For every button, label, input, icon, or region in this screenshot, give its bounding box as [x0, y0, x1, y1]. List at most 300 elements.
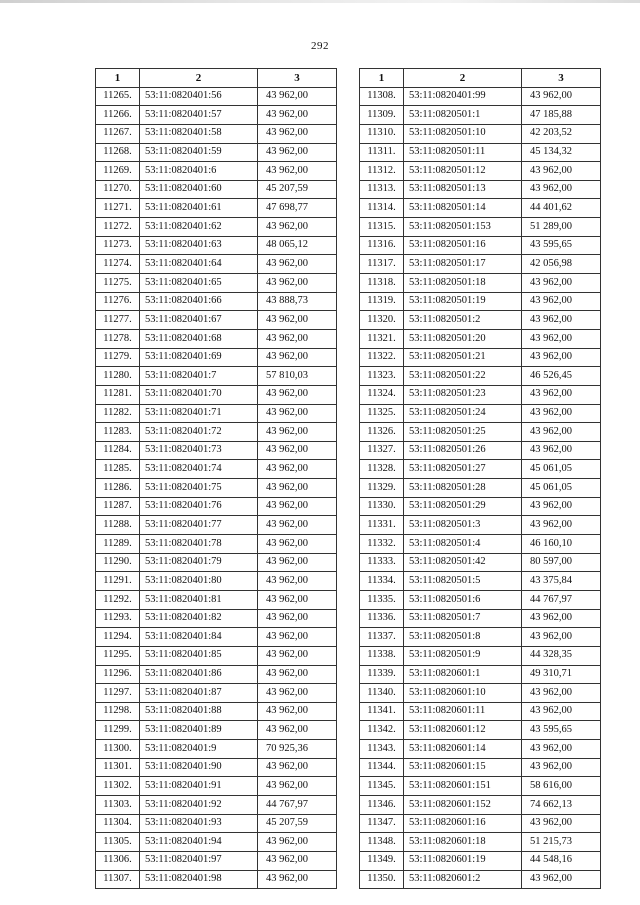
cadastral-number: 53:11:0820501:11: [404, 143, 522, 162]
cadastral-number: 53:11:0820401:66: [140, 292, 258, 311]
row-number: 11288.: [96, 516, 140, 535]
row-number: 11271.: [96, 199, 140, 218]
row-number: 11293.: [96, 609, 140, 628]
cadastral-number: 53:11:0820401:75: [140, 479, 258, 498]
cadastral-value: 49 310,71: [522, 665, 601, 684]
table-row: [96, 143, 337, 162]
row-number: 11329.: [360, 479, 404, 498]
cadastral-value: 43 962,00: [258, 87, 337, 106]
cadastral-number: 53:11:0820501:27: [404, 460, 522, 479]
table-row: [360, 795, 601, 814]
table-row: [360, 870, 601, 889]
table-row: [96, 348, 337, 367]
cadastral-number: 53:11:0820401:62: [140, 218, 258, 237]
cadastral-number: 53:11:0820401:80: [140, 572, 258, 591]
table-row: [96, 590, 337, 609]
cadastral-value: 43 962,00: [522, 870, 601, 889]
table-row: [96, 199, 337, 218]
row-number: 11277.: [96, 311, 140, 330]
row-number: 11280.: [96, 367, 140, 386]
row-number: 11269.: [96, 162, 140, 181]
table-row: [360, 367, 601, 386]
cadastral-value: 43 962,00: [522, 516, 601, 535]
row-number: 11307.: [96, 870, 140, 889]
cadastral-number: 53:11:0820401:79: [140, 553, 258, 572]
row-number: 11273.: [96, 236, 140, 255]
cadastral-number: 53:11:0820501:42: [404, 553, 522, 572]
cadastral-value: 43 962,00: [258, 329, 337, 348]
row-number: 11325.: [360, 404, 404, 423]
row-number: 11319.: [360, 292, 404, 311]
row-number: 11298.: [96, 702, 140, 721]
table-row: [360, 553, 601, 572]
cadastral-number: 53:11:0820401:64: [140, 255, 258, 274]
cadastral-value: 43 962,00: [522, 329, 601, 348]
cadastral-number: 53:11:0820401:99: [404, 87, 522, 106]
cadastral-number: 53:11:0820401:63: [140, 236, 258, 255]
table-row: [96, 851, 337, 870]
cadastral-value: 51 215,73: [522, 833, 601, 852]
cadastral-number: 53:11:0820401:71: [140, 404, 258, 423]
table-row: [96, 572, 337, 591]
table-row: [360, 404, 601, 423]
cadastral-number: 53:11:0820401:91: [140, 777, 258, 796]
cadastral-value: 46 160,10: [522, 535, 601, 554]
row-number: 11279.: [96, 348, 140, 367]
row-number: 11315.: [360, 218, 404, 237]
cadastral-number: 53:11:0820601:14: [404, 740, 522, 759]
cadastral-number: 53:11:0820501:1: [404, 106, 522, 125]
row-number: 11272.: [96, 218, 140, 237]
table-row: [360, 124, 601, 143]
row-number: 11335.: [360, 590, 404, 609]
cadastral-value: 47 698,77: [258, 199, 337, 218]
table-row: [96, 758, 337, 777]
table-row: [360, 590, 601, 609]
row-number: 11283.: [96, 423, 140, 442]
cadastral-number: 53:11:0820401:57: [140, 106, 258, 125]
cadastral-number: 53:11:0820501:19: [404, 292, 522, 311]
cadastral-value: 43 962,00: [258, 460, 337, 479]
table-row: [96, 833, 337, 852]
cadastral-number: 53:11:0820401:77: [140, 516, 258, 535]
column-header-cadastral-number: 2: [140, 69, 258, 88]
table-row: [96, 702, 337, 721]
row-number: 11287.: [96, 497, 140, 516]
cadastral-number: 53:11:0820401:90: [140, 758, 258, 777]
table-row: [96, 385, 337, 404]
cadastral-value: 43 962,00: [258, 311, 337, 330]
table-row: [360, 274, 601, 293]
cadastral-value: 46 526,45: [522, 367, 601, 386]
table-header-row: [96, 69, 337, 88]
cadastral-value: 42 203,52: [522, 124, 601, 143]
cadastral-number: 53:11:0820401:88: [140, 702, 258, 721]
row-number: 11292.: [96, 590, 140, 609]
row-number: 11342.: [360, 721, 404, 740]
cadastral-value: 43 962,00: [258, 497, 337, 516]
cadastral-number: 53:11:0820501:24: [404, 404, 522, 423]
table-row: [96, 460, 337, 479]
cadastral-value: 43 962,00: [522, 628, 601, 647]
table-row: [360, 777, 601, 796]
table-row: [96, 870, 337, 889]
table-row: [96, 646, 337, 665]
cadastral-number: 53:11:0820401:87: [140, 684, 258, 703]
row-number: 11289.: [96, 535, 140, 554]
cadastral-number: 53:11:0820601:2: [404, 870, 522, 889]
cadastral-value: 43 962,00: [258, 777, 337, 796]
row-number: 11285.: [96, 460, 140, 479]
cadastral-number: 53:11:0820601:10: [404, 684, 522, 703]
row-number: 11313.: [360, 180, 404, 199]
cadastral-value: 43 962,00: [258, 441, 337, 460]
row-number: 11349.: [360, 851, 404, 870]
table-row: [96, 516, 337, 535]
table-row: [360, 628, 601, 647]
table-row: [96, 609, 337, 628]
table-row: [360, 441, 601, 460]
cadastral-value: 43 962,00: [522, 441, 601, 460]
table-row: [360, 814, 601, 833]
cadastral-value: 43 962,00: [258, 572, 337, 591]
row-number: 11337.: [360, 628, 404, 647]
cadastral-value: 43 962,00: [258, 385, 337, 404]
cadastral-number: 53:11:0820401:61: [140, 199, 258, 218]
cadastral-value: 43 962,00: [522, 497, 601, 516]
cadastral-value: 43 962,00: [522, 758, 601, 777]
cadastral-value: 57 810,03: [258, 367, 337, 386]
table-row: [96, 236, 337, 255]
table-row: [360, 684, 601, 703]
table-row: [360, 702, 601, 721]
cadastral-value: 42 056,98: [522, 255, 601, 274]
table-row: [96, 479, 337, 498]
cadastral-number: 53:11:0820401:89: [140, 721, 258, 740]
cadastral-number: 53:11:0820401:69: [140, 348, 258, 367]
cadastral-value: 45 061,05: [522, 460, 601, 479]
cadastral-value: 74 662,13: [522, 795, 601, 814]
cadastral-number: 53:11:0820401:94: [140, 833, 258, 852]
cadastral-value: 43 962,00: [258, 721, 337, 740]
cadastral-value: 43 962,00: [258, 143, 337, 162]
row-number: 11275.: [96, 274, 140, 293]
cadastral-number: 53:11:0820601:152: [404, 795, 522, 814]
cadastral-number: 53:11:0820501:25: [404, 423, 522, 442]
cadastral-value: 43 962,00: [522, 814, 601, 833]
table-row: [360, 851, 601, 870]
cadastral-value: 47 185,88: [522, 106, 601, 125]
cadastral-number: 53:11:0820501:3: [404, 516, 522, 535]
table-row: [96, 106, 337, 125]
cadastral-table-left: [95, 68, 337, 889]
row-number: 11303.: [96, 795, 140, 814]
cadastral-number: 53:11:0820501:21: [404, 348, 522, 367]
table-row: [96, 814, 337, 833]
cadastral-value: 43 962,00: [522, 684, 601, 703]
row-number: 11274.: [96, 255, 140, 274]
cadastral-value: 43 595,65: [522, 236, 601, 255]
row-number: 11339.: [360, 665, 404, 684]
table-row: [96, 255, 337, 274]
cadastral-value: 43 962,00: [258, 274, 337, 293]
table-row: [360, 479, 601, 498]
table-row: [360, 740, 601, 759]
cadastral-value: 45 061,05: [522, 479, 601, 498]
cadastral-number: 53:11:0820501:18: [404, 274, 522, 293]
column-header-number: 1: [360, 69, 404, 88]
table-row: [360, 236, 601, 255]
cadastral-value: 43 962,00: [258, 870, 337, 889]
cadastral-number: 53:11:0820501:13: [404, 180, 522, 199]
row-number: 11301.: [96, 758, 140, 777]
table-row: [360, 460, 601, 479]
cadastral-number: 53:11:0820401:60: [140, 180, 258, 199]
table-row: [96, 721, 337, 740]
cadastral-value: 43 962,00: [258, 628, 337, 647]
table-row: [360, 311, 601, 330]
row-number: 11341.: [360, 702, 404, 721]
cadastral-value: 43 962,00: [258, 646, 337, 665]
row-number: 11328.: [360, 460, 404, 479]
row-number: 11331.: [360, 516, 404, 535]
table-row: [96, 218, 337, 237]
table-row: [360, 106, 601, 125]
row-number: 11323.: [360, 367, 404, 386]
row-number: 11311.: [360, 143, 404, 162]
cadastral-number: 53:11:0820401:97: [140, 851, 258, 870]
row-number: 11268.: [96, 143, 140, 162]
cadastral-value: 51 289,00: [522, 218, 601, 237]
cadastral-number: 53:11:0820401:93: [140, 814, 258, 833]
table-row: [360, 87, 601, 106]
table-row: [96, 423, 337, 442]
row-number: 11334.: [360, 572, 404, 591]
row-number: 11290.: [96, 553, 140, 572]
table-row: [96, 628, 337, 647]
table-row: [96, 124, 337, 143]
cadastral-value: 45 134,32: [522, 143, 601, 162]
cadastral-value: 43 962,00: [522, 348, 601, 367]
table-row: [360, 199, 601, 218]
cadastral-value: 44 401,62: [522, 199, 601, 218]
cadastral-number: 53:11:0820501:22: [404, 367, 522, 386]
table-row: [96, 311, 337, 330]
cadastral-value: 48 065,12: [258, 236, 337, 255]
table-row: [96, 684, 337, 703]
table-row: [96, 162, 337, 181]
row-number: 11266.: [96, 106, 140, 125]
cadastral-value: 43 962,00: [522, 385, 601, 404]
cadastral-value: 43 375,84: [522, 572, 601, 591]
table-row: [360, 535, 601, 554]
row-number: 11348.: [360, 833, 404, 852]
cadastral-number: 53:11:0820601:12: [404, 721, 522, 740]
table-row: [96, 292, 337, 311]
table-row: [96, 367, 337, 386]
cadastral-number: 53:11:0820501:28: [404, 479, 522, 498]
row-number: 11302.: [96, 777, 140, 796]
row-number: 11286.: [96, 479, 140, 498]
cadastral-value: 43 962,00: [522, 702, 601, 721]
cadastral-number: 53:11:0820501:2: [404, 311, 522, 330]
cadastral-value: 43 962,00: [258, 106, 337, 125]
cadastral-value: 43 962,00: [522, 311, 601, 330]
table-row: [360, 329, 601, 348]
cadastral-number: 53:11:0820501:16: [404, 236, 522, 255]
row-number: 11312.: [360, 162, 404, 181]
row-number: 11316.: [360, 236, 404, 255]
table-row: [360, 758, 601, 777]
row-number: 11296.: [96, 665, 140, 684]
cadastral-number: 53:11:0820601:1: [404, 665, 522, 684]
page-number: 292: [311, 40, 329, 52]
table-row: [360, 572, 601, 591]
cadastral-value: 43 962,00: [258, 553, 337, 572]
table-row: [96, 535, 337, 554]
cadastral-number: 53:11:0820601:18: [404, 833, 522, 852]
table-row: [96, 180, 337, 199]
cadastral-number: 53:11:0820501:6: [404, 590, 522, 609]
cadastral-value: 43 962,00: [522, 292, 601, 311]
row-number: 11326.: [360, 423, 404, 442]
row-number: 11300.: [96, 740, 140, 759]
row-number: 11309.: [360, 106, 404, 125]
cadastral-value: 43 962,00: [258, 255, 337, 274]
cadastral-number: 53:11:0820501:29: [404, 497, 522, 516]
table-row: [360, 646, 601, 665]
row-number: 11305.: [96, 833, 140, 852]
row-number: 11270.: [96, 180, 140, 199]
table-row: [360, 180, 601, 199]
cadastral-number: 53:11:0820501:10: [404, 124, 522, 143]
table-row: [96, 404, 337, 423]
cadastral-value: 43 962,00: [258, 684, 337, 703]
cadastral-number: 53:11:0820401:68: [140, 329, 258, 348]
cadastral-value: 43 962,00: [258, 609, 337, 628]
cadastral-number: 53:11:0820501:8: [404, 628, 522, 647]
cadastral-value: 44 767,97: [522, 590, 601, 609]
row-number: 11345.: [360, 777, 404, 796]
row-number: 11332.: [360, 535, 404, 554]
cadastral-number: 53:11:0820501:5: [404, 572, 522, 591]
cadastral-value: 43 962,00: [258, 758, 337, 777]
row-number: 11344.: [360, 758, 404, 777]
table-row: [360, 348, 601, 367]
cadastral-value: 43 962,00: [522, 740, 601, 759]
cadastral-value: 43 962,00: [258, 348, 337, 367]
cadastral-number: 53:11:0820401:82: [140, 609, 258, 628]
table-row: [96, 329, 337, 348]
cadastral-value: 43 962,00: [522, 423, 601, 442]
table-row: [360, 609, 601, 628]
cadastral-value: 43 962,00: [258, 404, 337, 423]
row-number: 11297.: [96, 684, 140, 703]
cadastral-number: 53:11:0820601:11: [404, 702, 522, 721]
row-number: 11306.: [96, 851, 140, 870]
cadastral-number: 53:11:0820401:98: [140, 870, 258, 889]
cadastral-number: 53:11:0820601:15: [404, 758, 522, 777]
cadastral-value: 43 962,00: [258, 516, 337, 535]
cadastral-number: 53:11:0820601:16: [404, 814, 522, 833]
row-number: 11324.: [360, 385, 404, 404]
table-row: [360, 721, 601, 740]
cadastral-value: 44 548,16: [522, 851, 601, 870]
cadastral-number: 53:11:0820401:65: [140, 274, 258, 293]
cadastral-value: 44 328,35: [522, 646, 601, 665]
cadastral-number: 53:11:0820401:67: [140, 311, 258, 330]
row-number: 11338.: [360, 646, 404, 665]
cadastral-number: 53:11:0820401:70: [140, 385, 258, 404]
cadastral-value: 45 207,59: [258, 180, 337, 199]
table-row: [360, 292, 601, 311]
row-number: 11291.: [96, 572, 140, 591]
cadastral-number: 53:11:0820401:86: [140, 665, 258, 684]
table-row: [360, 665, 601, 684]
table-row: [360, 162, 601, 181]
table-row: [360, 255, 601, 274]
cadastral-number: 53:11:0820401:9: [140, 740, 258, 759]
row-number: 11333.: [360, 553, 404, 572]
table-row: [360, 143, 601, 162]
cadastral-number: 53:11:0820501:26: [404, 441, 522, 460]
cadastral-value: 43 962,00: [522, 180, 601, 199]
cadastral-value: 43 962,00: [258, 590, 337, 609]
cadastral-number: 53:11:0820401:59: [140, 143, 258, 162]
cadastral-value: 43 962,00: [258, 479, 337, 498]
cadastral-number: 53:11:0820401:7: [140, 367, 258, 386]
row-number: 11294.: [96, 628, 140, 647]
row-number: 11346.: [360, 795, 404, 814]
row-number: 11267.: [96, 124, 140, 143]
cadastral-value: 45 207,59: [258, 814, 337, 833]
cadastral-number: 53:11:0820401:72: [140, 423, 258, 442]
cadastral-value: 43 962,00: [258, 535, 337, 554]
row-number: 11304.: [96, 814, 140, 833]
table-row: [360, 497, 601, 516]
row-number: 11317.: [360, 255, 404, 274]
row-number: 11321.: [360, 329, 404, 348]
cadastral-value: 43 962,00: [258, 124, 337, 143]
cadastral-value: 43 962,00: [522, 274, 601, 293]
row-number: 11322.: [360, 348, 404, 367]
cadastral-number: 53:11:0820501:14: [404, 199, 522, 218]
row-number: 11282.: [96, 404, 140, 423]
cadastral-number: 53:11:0820401:58: [140, 124, 258, 143]
cadastral-number: 53:11:0820401:6: [140, 162, 258, 181]
row-number: 11314.: [360, 199, 404, 218]
cadastral-number: 53:11:0820401:85: [140, 646, 258, 665]
cadastral-value: 43 962,00: [258, 162, 337, 181]
cadastral-value: 43 962,00: [522, 609, 601, 628]
table-header-row: [360, 69, 601, 88]
column-header-value: 3: [522, 69, 601, 88]
row-number: 11284.: [96, 441, 140, 460]
cadastral-number: 53:11:0820501:7: [404, 609, 522, 628]
row-number: 11350.: [360, 870, 404, 889]
row-number: 11330.: [360, 497, 404, 516]
cadastral-value: 43 962,00: [258, 833, 337, 852]
cadastral-number: 53:11:0820501:17: [404, 255, 522, 274]
cadastral-table-right: [359, 68, 601, 889]
table-row: [96, 777, 337, 796]
table-row: [96, 87, 337, 106]
cadastral-value: 43 962,00: [522, 404, 601, 423]
table-row: [360, 516, 601, 535]
cadastral-number: 53:11:0820401:84: [140, 628, 258, 647]
cadastral-number: 53:11:0820501:9: [404, 646, 522, 665]
table-row: [360, 423, 601, 442]
